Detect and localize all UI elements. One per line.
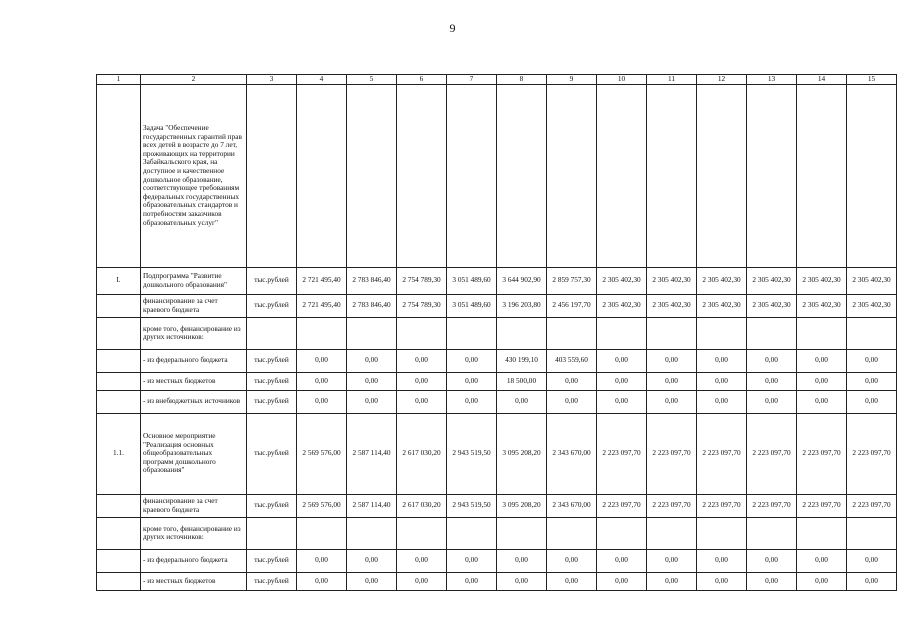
- value-cell: [397, 317, 447, 349]
- value-cell: [647, 84, 697, 267]
- table-header-row: [97, 75, 897, 85]
- value-cell: 2 305 402,30: [747, 267, 797, 294]
- value-cell: 0,00: [297, 390, 347, 413]
- value-cell: [847, 84, 897, 267]
- row-name: кроме того, финансирование из других источников:: [141, 517, 247, 549]
- value-cell: 2 223 097,70: [697, 494, 747, 517]
- value-cell: 0,00: [547, 572, 597, 590]
- value-cell: 2 754 789,30: [397, 267, 447, 294]
- value-cell: 0,00: [447, 390, 497, 413]
- row-code: [97, 572, 141, 590]
- value-cell: [497, 517, 547, 549]
- value-cell: 0,00: [397, 372, 447, 390]
- value-cell: 0,00: [447, 349, 497, 372]
- value-cell: [697, 517, 747, 549]
- value-cell: 2 754 789,30: [397, 294, 447, 317]
- value-cell: 0,00: [797, 372, 847, 390]
- row-code: [97, 494, 141, 517]
- value-cell: 0,00: [647, 372, 697, 390]
- row-name: - из местных бюджетов: [141, 572, 247, 590]
- table-row: [97, 294, 897, 317]
- value-cell: [797, 317, 847, 349]
- column-header: 14: [797, 75, 847, 85]
- column-header: 7: [447, 75, 497, 85]
- value-cell: 2 569 576,00: [297, 494, 347, 517]
- value-cell: [447, 517, 497, 549]
- value-cell: 2 223 097,70: [797, 413, 847, 494]
- value-cell: 0,00: [347, 390, 397, 413]
- value-cell: 0,00: [647, 572, 697, 590]
- value-cell: [547, 84, 597, 267]
- value-cell: 3 095 208,20: [497, 413, 547, 494]
- value-cell: 3 051 489,60: [447, 294, 497, 317]
- value-cell: [297, 84, 347, 267]
- row-unit: тыс.рублей: [247, 494, 297, 517]
- value-cell: 0,00: [397, 572, 447, 590]
- value-cell: 0,00: [347, 549, 397, 572]
- value-cell: 0,00: [647, 349, 697, 372]
- value-cell: 0,00: [847, 390, 897, 413]
- value-cell: 0,00: [347, 572, 397, 590]
- value-cell: 0,00: [497, 390, 547, 413]
- value-cell: 3 644 902,90: [497, 267, 547, 294]
- value-cell: 2 943 519,50: [447, 494, 497, 517]
- value-cell: 0,00: [697, 572, 747, 590]
- table-row: [97, 267, 897, 294]
- row-unit: тыс.рублей: [247, 549, 297, 572]
- value-cell: 0,00: [747, 372, 797, 390]
- row-unit: тыс.рублей: [247, 267, 297, 294]
- value-cell: 2 617 030,20: [397, 494, 447, 517]
- row-name: Подпрограмма "Развитие дошкольного образования": [141, 267, 247, 294]
- value-cell: 2 587 114,40: [347, 413, 397, 494]
- value-cell: 0,00: [547, 549, 597, 572]
- value-cell: [497, 84, 547, 267]
- value-cell: 0,00: [747, 349, 797, 372]
- value-cell: 0,00: [797, 572, 847, 590]
- value-cell: 2 587 114,40: [347, 494, 397, 517]
- value-cell: [747, 517, 797, 549]
- row-code: 1.1.: [97, 413, 141, 494]
- value-cell: 2 223 097,70: [597, 413, 647, 494]
- row-code: [97, 549, 141, 572]
- value-cell: 2 569 576,00: [297, 413, 347, 494]
- value-cell: 0,00: [397, 349, 447, 372]
- row-code: [97, 84, 141, 267]
- row-code: [97, 349, 141, 372]
- budget-table: [96, 74, 897, 591]
- value-cell: 0,00: [297, 549, 347, 572]
- value-cell: 0,00: [447, 549, 497, 572]
- value-cell: 0,00: [747, 572, 797, 590]
- value-cell: 2 223 097,70: [697, 413, 747, 494]
- value-cell: 2 305 402,30: [847, 294, 897, 317]
- value-cell: 0,00: [597, 349, 647, 372]
- value-cell: [847, 517, 897, 549]
- value-cell: 0,00: [397, 390, 447, 413]
- column-header: 11: [647, 75, 697, 85]
- column-header: 4: [297, 75, 347, 85]
- value-cell: [797, 517, 847, 549]
- column-header: 9: [547, 75, 597, 85]
- row-name: финансирование за счет краевого бюджета: [141, 294, 247, 317]
- table-row: [97, 349, 897, 372]
- value-cell: [347, 317, 397, 349]
- value-cell: 2 223 097,70: [847, 413, 897, 494]
- value-cell: [597, 517, 647, 549]
- value-cell: [747, 317, 797, 349]
- value-cell: 2 343 670,00: [547, 413, 597, 494]
- table-row: [97, 317, 897, 349]
- value-cell: 2 305 402,30: [697, 267, 747, 294]
- value-cell: [297, 317, 347, 349]
- table-row: [97, 84, 897, 267]
- value-cell: 0,00: [547, 372, 597, 390]
- value-cell: 2 456 197,70: [547, 294, 597, 317]
- value-cell: 430 199,10: [497, 349, 547, 372]
- row-unit: тыс.рублей: [247, 294, 297, 317]
- value-cell: [797, 84, 847, 267]
- value-cell: 2 305 402,30: [597, 294, 647, 317]
- value-cell: 2 305 402,30: [847, 267, 897, 294]
- value-cell: 0,00: [847, 549, 897, 572]
- value-cell: 2 223 097,70: [747, 494, 797, 517]
- value-cell: 2 223 097,70: [597, 494, 647, 517]
- value-cell: 0,00: [497, 572, 547, 590]
- row-code: [97, 390, 141, 413]
- value-cell: [747, 84, 797, 267]
- row-name: кроме того, финансирование из других источников:: [141, 317, 247, 349]
- value-cell: 2 721 495,40: [297, 294, 347, 317]
- value-cell: [347, 84, 397, 267]
- value-cell: 0,00: [497, 549, 547, 572]
- value-cell: 2 223 097,70: [797, 494, 847, 517]
- row-code: I.: [97, 267, 141, 294]
- row-name: - из местных бюджетов: [141, 372, 247, 390]
- value-cell: 0,00: [647, 549, 697, 572]
- row-name: Основное мероприятие "Реализация основных общеобразовательных программ дошкольного образования": [141, 413, 247, 494]
- value-cell: 0,00: [797, 549, 847, 572]
- value-cell: 2 223 097,70: [647, 413, 697, 494]
- row-unit: тыс.рублей: [247, 572, 297, 590]
- value-cell: 2 721 495,40: [297, 267, 347, 294]
- column-header: 3: [247, 75, 297, 85]
- column-header: 8: [497, 75, 547, 85]
- row-unit: [247, 517, 297, 549]
- value-cell: 0,00: [847, 349, 897, 372]
- value-cell: 0,00: [697, 390, 747, 413]
- value-cell: 2 305 402,30: [797, 294, 847, 317]
- table-row: [97, 494, 897, 517]
- value-cell: 18 500,00: [497, 372, 547, 390]
- page-number: 9: [449, 21, 456, 35]
- value-cell: 3 196 203,80: [497, 294, 547, 317]
- column-header: 2: [141, 75, 247, 85]
- value-cell: 2 943 519,50: [447, 413, 497, 494]
- value-cell: [647, 517, 697, 549]
- table-row: [97, 549, 897, 572]
- row-code: [97, 294, 141, 317]
- value-cell: 2 343 670,00: [547, 494, 597, 517]
- row-code: [97, 372, 141, 390]
- value-cell: [497, 317, 547, 349]
- value-cell: 0,00: [347, 349, 397, 372]
- value-cell: 2 305 402,30: [797, 267, 847, 294]
- value-cell: 403 559,60: [547, 349, 597, 372]
- table-row: [97, 517, 897, 549]
- column-header: 10: [597, 75, 647, 85]
- value-cell: 0,00: [697, 349, 747, 372]
- value-cell: 2 617 030,20: [397, 413, 447, 494]
- value-cell: 2 223 097,70: [847, 494, 897, 517]
- value-cell: 0,00: [597, 390, 647, 413]
- value-cell: 2 305 402,30: [597, 267, 647, 294]
- value-cell: 0,00: [797, 390, 847, 413]
- value-cell: 0,00: [297, 372, 347, 390]
- value-cell: 0,00: [647, 390, 697, 413]
- table-row: [97, 572, 897, 590]
- value-cell: 2 305 402,30: [647, 294, 697, 317]
- value-cell: [297, 517, 347, 549]
- value-cell: [547, 317, 597, 349]
- value-cell: 0,00: [297, 572, 347, 590]
- value-cell: 0,00: [697, 549, 747, 572]
- value-cell: [697, 84, 747, 267]
- column-header: 12: [697, 75, 747, 85]
- value-cell: 2 305 402,30: [697, 294, 747, 317]
- row-unit: тыс.рублей: [247, 372, 297, 390]
- row-unit: [247, 317, 297, 349]
- value-cell: 2 305 402,30: [647, 267, 697, 294]
- value-cell: 0,00: [597, 549, 647, 572]
- table-row: [97, 413, 897, 494]
- row-name: финансирование за счет краевого бюджета: [141, 494, 247, 517]
- value-cell: [447, 317, 497, 349]
- value-cell: 0,00: [797, 349, 847, 372]
- row-code: [97, 317, 141, 349]
- row-name: Задача "Обеспечение государственных гарантий прав всех детей в возрасте до 7 лет, проживающих на территории Забайкальского края, на доступное и качественное дошкольное образование, соответствующее требованиям федеральных государственных образовательных стандартов и потребностям заказчиков образовательных услуг": [141, 84, 247, 267]
- row-name: - из внебюджетных источников: [141, 390, 247, 413]
- value-cell: 0,00: [547, 390, 597, 413]
- value-cell: 0,00: [347, 372, 397, 390]
- column-header: 5: [347, 75, 397, 85]
- column-header: 13: [747, 75, 797, 85]
- value-cell: [647, 317, 697, 349]
- column-header: 6: [397, 75, 447, 85]
- table-row: [97, 390, 897, 413]
- value-cell: 2 223 097,70: [647, 494, 697, 517]
- value-cell: 0,00: [697, 372, 747, 390]
- value-cell: [347, 517, 397, 549]
- value-cell: 0,00: [847, 372, 897, 390]
- row-code: [97, 517, 141, 549]
- value-cell: 2 223 097,70: [747, 413, 797, 494]
- value-cell: 0,00: [847, 572, 897, 590]
- value-cell: 0,00: [597, 372, 647, 390]
- value-cell: [697, 317, 747, 349]
- table-row: [97, 372, 897, 390]
- value-cell: 0,00: [597, 572, 647, 590]
- row-name: - из федерального бюджета: [141, 349, 247, 372]
- value-cell: 2 859 757,30: [547, 267, 597, 294]
- value-cell: 0,00: [747, 390, 797, 413]
- value-cell: 2 305 402,30: [747, 294, 797, 317]
- value-cell: [547, 517, 597, 549]
- row-unit: тыс.рублей: [247, 390, 297, 413]
- column-header: 1: [97, 75, 141, 85]
- value-cell: 0,00: [397, 549, 447, 572]
- value-cell: [847, 317, 897, 349]
- value-cell: 3 095 208,20: [497, 494, 547, 517]
- row-unit: тыс.рублей: [247, 413, 297, 494]
- table-body: [97, 84, 897, 590]
- value-cell: [397, 517, 447, 549]
- value-cell: 0,00: [297, 349, 347, 372]
- value-cell: 2 783 846,40: [347, 294, 397, 317]
- row-name: - из федерального бюджета: [141, 549, 247, 572]
- value-cell: [597, 84, 647, 267]
- column-header: 15: [847, 75, 897, 85]
- value-cell: [397, 84, 447, 267]
- value-cell: 3 051 489,60: [447, 267, 497, 294]
- value-cell: 0,00: [747, 549, 797, 572]
- value-cell: [597, 317, 647, 349]
- value-cell: 0,00: [447, 372, 497, 390]
- value-cell: [447, 84, 497, 267]
- row-unit: тыс.рублей: [247, 349, 297, 372]
- row-unit: [247, 84, 297, 267]
- value-cell: 2 783 846,40: [347, 267, 397, 294]
- value-cell: 0,00: [447, 572, 497, 590]
